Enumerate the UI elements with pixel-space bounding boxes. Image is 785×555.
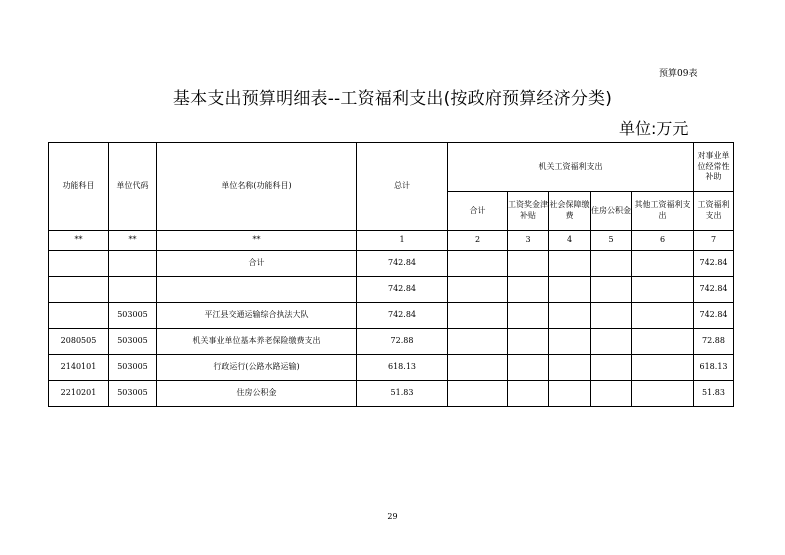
- value-cell: [508, 355, 549, 381]
- index-cell: 7: [694, 231, 734, 251]
- index-cell: **: [49, 231, 109, 251]
- value-cell: [549, 381, 591, 407]
- total-cell: 72.88: [357, 329, 448, 355]
- value-cell: [508, 303, 549, 329]
- value-cell: [448, 355, 508, 381]
- header-other: 其他工资福利支出: [632, 192, 694, 231]
- func-code-cell: 2140101: [49, 355, 109, 381]
- value-cell: [591, 277, 632, 303]
- subsidy-cell: 72.88: [694, 329, 734, 355]
- value-cell: [448, 251, 508, 277]
- value-cell: [591, 329, 632, 355]
- value-cell: [549, 329, 591, 355]
- header-unit-code: 单位代码: [109, 143, 157, 231]
- table-row: [49, 277, 734, 303]
- value-cell: [632, 251, 694, 277]
- func-code-cell: 2080505: [49, 329, 109, 355]
- value-cell: [549, 355, 591, 381]
- index-cell: 5: [591, 231, 632, 251]
- value-cell: [508, 251, 549, 277]
- table-row: [49, 381, 734, 407]
- table-row: [49, 329, 734, 355]
- index-cell: 1: [357, 231, 448, 251]
- value-cell: [448, 277, 508, 303]
- unit-name-cell: 合计: [157, 251, 357, 277]
- page-number: 29: [387, 512, 398, 521]
- header-wage: 工资福利支出: [694, 192, 734, 231]
- budget-table: [48, 142, 734, 407]
- func-code-cell: [49, 303, 109, 329]
- index-cell: 2: [448, 231, 508, 251]
- subsidy-cell: 742.84: [694, 277, 734, 303]
- header-row-1: [49, 143, 734, 192]
- table-row: [49, 355, 734, 381]
- func-code-cell: 2210201: [49, 381, 109, 407]
- value-cell: [632, 277, 694, 303]
- index-row: [49, 231, 734, 251]
- value-cell: [508, 381, 549, 407]
- table-row: [49, 251, 734, 277]
- unit-code-cell: 503005: [109, 355, 157, 381]
- page-title: 基本支出预算明细表--工资福利支出(按政府预算经济分类): [172, 89, 613, 109]
- value-cell: [508, 329, 549, 355]
- index-cell: 6: [632, 231, 694, 251]
- header-housing: 住房公积金: [591, 192, 632, 231]
- header-unit-name: 单位名称(功能科目): [157, 143, 357, 231]
- header-subsidy-group: 对事业单位经常性补助: [694, 143, 734, 192]
- unit-code-cell: 503005: [109, 381, 157, 407]
- value-cell: [508, 277, 549, 303]
- total-cell: 618.13: [357, 355, 448, 381]
- subsidy-cell: 618.13: [694, 355, 734, 381]
- table-row: [49, 303, 734, 329]
- value-cell: [632, 329, 694, 355]
- unit-code-cell: [109, 277, 157, 303]
- index-cell: **: [157, 231, 357, 251]
- value-cell: [549, 277, 591, 303]
- unit-code-cell: 503005: [109, 329, 157, 355]
- value-cell: [448, 303, 508, 329]
- index-cell: 4: [549, 231, 591, 251]
- value-cell: [591, 303, 632, 329]
- index-cell: 3: [508, 231, 549, 251]
- unit-name-cell: [157, 277, 357, 303]
- unit-name-cell: 机关事业单位基本养老保险缴费支出: [157, 329, 357, 355]
- value-cell: [448, 381, 508, 407]
- header-social: 社会保障缴费: [549, 192, 591, 231]
- form-number: 预算09表: [659, 69, 698, 79]
- unit-label: 单位:万元: [619, 119, 689, 138]
- subsidy-cell: 742.84: [694, 303, 734, 329]
- value-cell: [448, 329, 508, 355]
- unit-code-cell: [109, 251, 157, 277]
- subsidy-cell: 51.83: [694, 381, 734, 407]
- header-total: 总计: [357, 143, 448, 231]
- header-sub-total: 合计: [448, 192, 508, 231]
- value-cell: [632, 381, 694, 407]
- index-cell: **: [109, 231, 157, 251]
- unit-code-cell: 503005: [109, 303, 157, 329]
- unit-name-cell: 平江县交通运输综合执法大队: [157, 303, 357, 329]
- header-bonus: 工资奖金津补贴: [508, 192, 549, 231]
- value-cell: [632, 355, 694, 381]
- total-cell: 742.84: [357, 251, 448, 277]
- value-cell: [591, 251, 632, 277]
- header-org-group: 机关工资福利支出: [448, 143, 694, 192]
- func-code-cell: [49, 277, 109, 303]
- total-cell: 742.84: [357, 303, 448, 329]
- value-cell: [591, 381, 632, 407]
- unit-name-cell: 行政运行(公路水路运输): [157, 355, 357, 381]
- value-cell: [591, 355, 632, 381]
- subsidy-cell: 742.84: [694, 251, 734, 277]
- value-cell: [632, 303, 694, 329]
- unit-name-cell: 住房公积金: [157, 381, 357, 407]
- value-cell: [549, 251, 591, 277]
- value-cell: [549, 303, 591, 329]
- total-cell: 51.83: [357, 381, 448, 407]
- total-cell: 742.84: [357, 277, 448, 303]
- func-code-cell: [49, 251, 109, 277]
- header-func-code: 功能科目: [49, 143, 109, 231]
